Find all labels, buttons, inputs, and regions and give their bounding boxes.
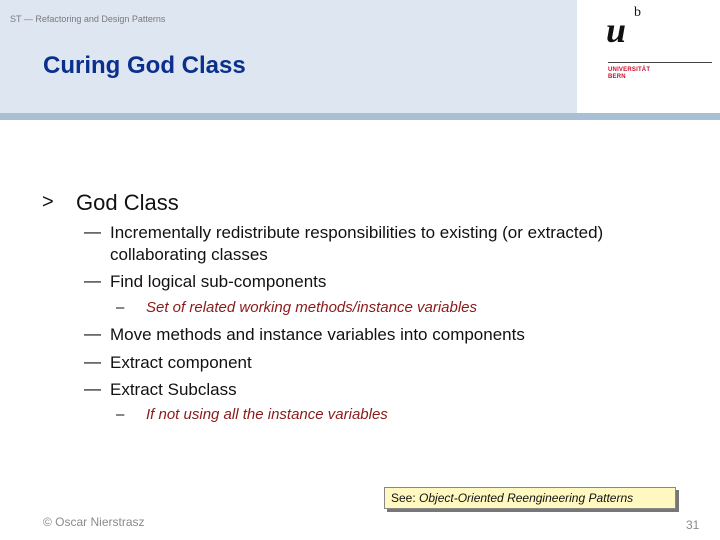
university-logo-b: b [634,5,641,20]
bullet-item: Extract Subclass [110,380,237,399]
sub-bullet-item: Set of related working methods/instance variables [146,299,478,316]
university-logo-u: u [606,10,627,50]
subdash-marker: – [116,299,125,316]
dash-marker: — [84,352,101,371]
bullet-item: Move methods and instance variables into components [110,325,525,344]
bullet-heading: God Class [76,190,179,215]
reference-box [384,487,676,509]
logo-panel [577,0,720,113]
bullet-item: Extract component [110,353,252,372]
dash-marker: — [84,324,101,343]
bullet-item: Find logical sub-components [110,272,327,291]
university-name [608,67,650,81]
university-name-line1: UNIVERSITÄT [608,67,651,73]
footer-author: © Oscar Nierstrasz [43,515,145,529]
reference-prefix: See: [391,491,420,505]
bullet-item: Incrementally redistribute responsibilities to existing (or extracted) collaborating classes [110,223,604,264]
dash-marker: — [84,379,101,398]
dash-marker: — [84,222,101,241]
header-rule [0,113,720,120]
bullet-marker: > [42,191,54,213]
sub-bullet-item: If not using all the instance variables [146,406,388,423]
reference-book: Object-Oriented Reengineering Patterns [419,491,634,505]
dash-marker: — [84,271,101,290]
slide-title: Curing God Class [43,52,246,79]
page-number: 31 [686,518,700,532]
course-title: ST — Refactoring and Design Patterns [10,14,166,24]
university-name-line2: BERN [608,74,626,80]
logo-divider [608,62,712,63]
subdash-marker: – [116,406,125,423]
